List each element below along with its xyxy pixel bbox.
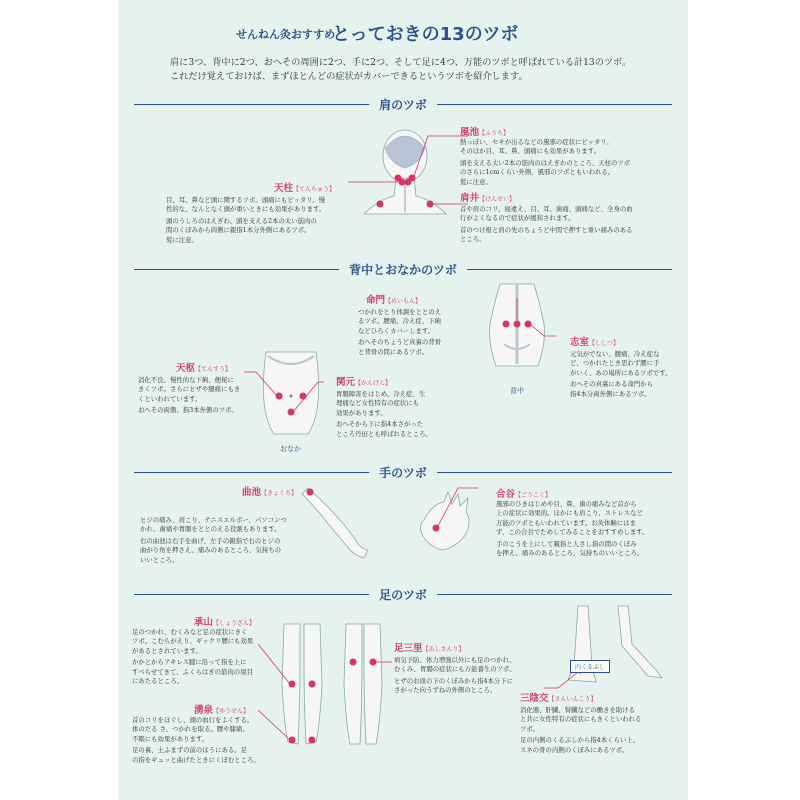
yusen-point-right <box>309 737 316 744</box>
caption-back: 背中 <box>510 387 524 395</box>
belly-illustration <box>258 352 324 442</box>
point-yusen-desc: 首のコリをほぐし、頭の血行をよくする。 体のだる さ、つかれを取る。腰や膝痛、 不眠にも効果があります。 足の裏、土ふまずの前のほうにある。足 の指をギュッと曲げたときにくぼむところ。 <box>132 716 260 764</box>
point-kangen-desc: 胃腸障害をはじめ、冷え症、生 理痛など女性特有の症状にも 効果があります。 おへそから下に指4本さがった ところ丹田とも呼ばれるところ。 <box>336 390 432 438</box>
section-title-hand: 手のツボ <box>369 464 437 481</box>
point-tensu-desc: 消化不良、慢性的な下痢、便秘に きくツボ。さらにヒザや腿痛にもき くといわれています。 おへその両側、指3本外側のツボ。 <box>138 376 241 415</box>
legs-front-illustration <box>340 624 386 754</box>
tenchu-point-left <box>399 179 406 186</box>
caption-belly: おなか <box>280 445 301 453</box>
point-kangen-title: 関元【かんげん】 <box>336 377 392 388</box>
shishitsu-point-left <box>503 321 510 328</box>
hand-illustration <box>414 490 484 560</box>
legs-side-illustration <box>558 606 668 696</box>
back-illustration <box>480 284 554 384</box>
point-ashisanri-title: 足三里【あしさんり】 <box>394 643 465 654</box>
point-meimon-title: 命門【めいもん】 <box>366 295 422 306</box>
point-shozan-desc: 足のつかれ、むくみなど足の症状にきく ツボ。こむらがえり、ギックリ腰にも効果 があるとされています。 かかとからアキレス腱に沿って指を上に すべらせてきて、ふくらはぎの筋肉の境目 にあたるところ。 <box>132 628 254 686</box>
point-shishitsu-title: 志室【ししつ】 <box>570 337 620 348</box>
point-yusen-title: 湧泉【ゆうせん】 <box>194 705 250 716</box>
point-kyokuchi-desc: ヒジの痛み、肩こり、テニスエルボー、パソコンつ かれ、歯痛や胃腸をととのえる役割もあります。 右の曲池は右手を曲げ、左手の親指で右のヒジの 曲がり角を押さえ、痛みのあるところ、気持ちの いいところ。 <box>140 516 287 564</box>
point-goukoku-desc: 風邪のひきはじめや目、鼻、歯の痛みなど首から 上の症状に効果的。ほかにも肩こり、ストレスなど 万能のツボともいわれています。お灸体験にはま ず、この合谷でためしてみることをおすすめします。 手のこうを上にして親指と人さし指の間のくぼみ を押え、痛みのあるところ、気持ちのいいところ。 <box>496 500 649 558</box>
point-meimon-desc: つかれをとり体調をととのえ るツボ。腰痛、冷え症、下痢 などひろくカバーします。 おへそのちょうど真裏の背骨 と背骨の間にあるツボ。 <box>358 308 442 356</box>
kensei-point-left <box>377 201 384 208</box>
ashisanri-point-left <box>350 659 357 666</box>
point-tenchu-desc: 目、耳、鼻など頭に関するツボ。頭痛にもピッタリ。慢 性的な、なんとなく頭が重いときにも効果があります。 頭のうしろのはえぎわ、頭を支える2本の太い筋肉の 間のくぼみから両側に親指1本分外側にあるツボ。 髪に注意。 <box>166 196 326 244</box>
point-shishitsu-desc: 元気がでない、腰痛、冷え症な ど、つかれたとき思わず腰に手 がいく、あの場所にあるツボです。 おへその真裏にある命門から 指4本分両外側にあるツボ。 <box>570 350 672 398</box>
section-title-shoulder: 肩のツボ <box>369 96 437 113</box>
point-shozan-title: 承山【しょうざん】 <box>194 617 256 628</box>
point-ashisanri-desc: 病気予防、体力増強以外にも足のつかれ、 むくみ、胃腸の症状にも万能養生のツボ。 ヒザのお皿の下のくぼみから指4本分下に さがった向うずねの外側のところ。 <box>394 656 516 695</box>
point-saninko-desc: 消化器、肝臓、腎臓などの働きを助ける と共に女性特有の症状にもきくといわれる ツボ。 足の内側のくるぶしから指4本くらい上、 スネの骨の内側のくぼみにあるツボ。 <box>520 706 642 754</box>
intro-line-1: 肩に3つ、背中に2つ、おへその周囲に2つ、手に2つ、そして足に4つ、万能のツボと呼ばれている計13のツボ。 <box>170 57 632 68</box>
header-subtitle: せんねん灸おすすめ <box>236 28 336 41</box>
point-kyokuchi-title: 曲池【きょくち】 <box>242 487 298 498</box>
point-fuchi-desc: 熱っぽい、セキが出るなどの風邪の症状にピッタリ。 そのほか目、耳、鼻、頭痛にも効果があります。 頭を支える太い2本の筋肉のはえぎわのところ、天柱のツボ のさらに1cmくらい外側、風邪のツボともいわれる。 髪に注意。 <box>460 138 631 186</box>
tensu-point-right <box>300 393 307 400</box>
point-fuchi-title: 風池【ふうち】 <box>460 127 510 138</box>
tenchu-point-right <box>405 179 412 186</box>
shozan-point-right <box>309 681 316 688</box>
kyokuchi-point <box>307 489 314 496</box>
point-tensu-title: 天枢【てんすう】 <box>176 363 232 374</box>
point-goukoku-title: 合谷【ごうこく】 <box>496 489 552 500</box>
point-saninko-title: 三陰交【さんいんこう】 <box>520 693 597 704</box>
point-kensei-desc: 首や肩のコリ、寝違え、目、耳、歯痛、頭痛など、全身の血 行がよくなるので症状が緩和されます。 首のつけ根と肩の先のちょうど中間で押すと重い痛みのある ところ。 <box>460 205 633 244</box>
intro-line-2: これだけ覚えておけば、まずほとんどの症状がカバーできるというツボを紹介します。 <box>170 71 528 82</box>
section-title-back: 背中とおなかのツボ <box>339 261 467 278</box>
poster-page <box>118 0 688 800</box>
label-inner-ankle: 内くるぶし <box>570 660 610 673</box>
neck-illustration <box>358 128 448 218</box>
point-tenchu-title: 天柱【てんちゅう】 <box>274 183 336 194</box>
legs-back-illustration <box>278 624 326 754</box>
header-title: とっておきの13のツボ <box>332 24 519 45</box>
section-title-foot: 足のツボ <box>369 586 437 603</box>
point-kensei-title: 肩井【けんせい】 <box>460 193 516 204</box>
meimon-point <box>514 321 521 328</box>
